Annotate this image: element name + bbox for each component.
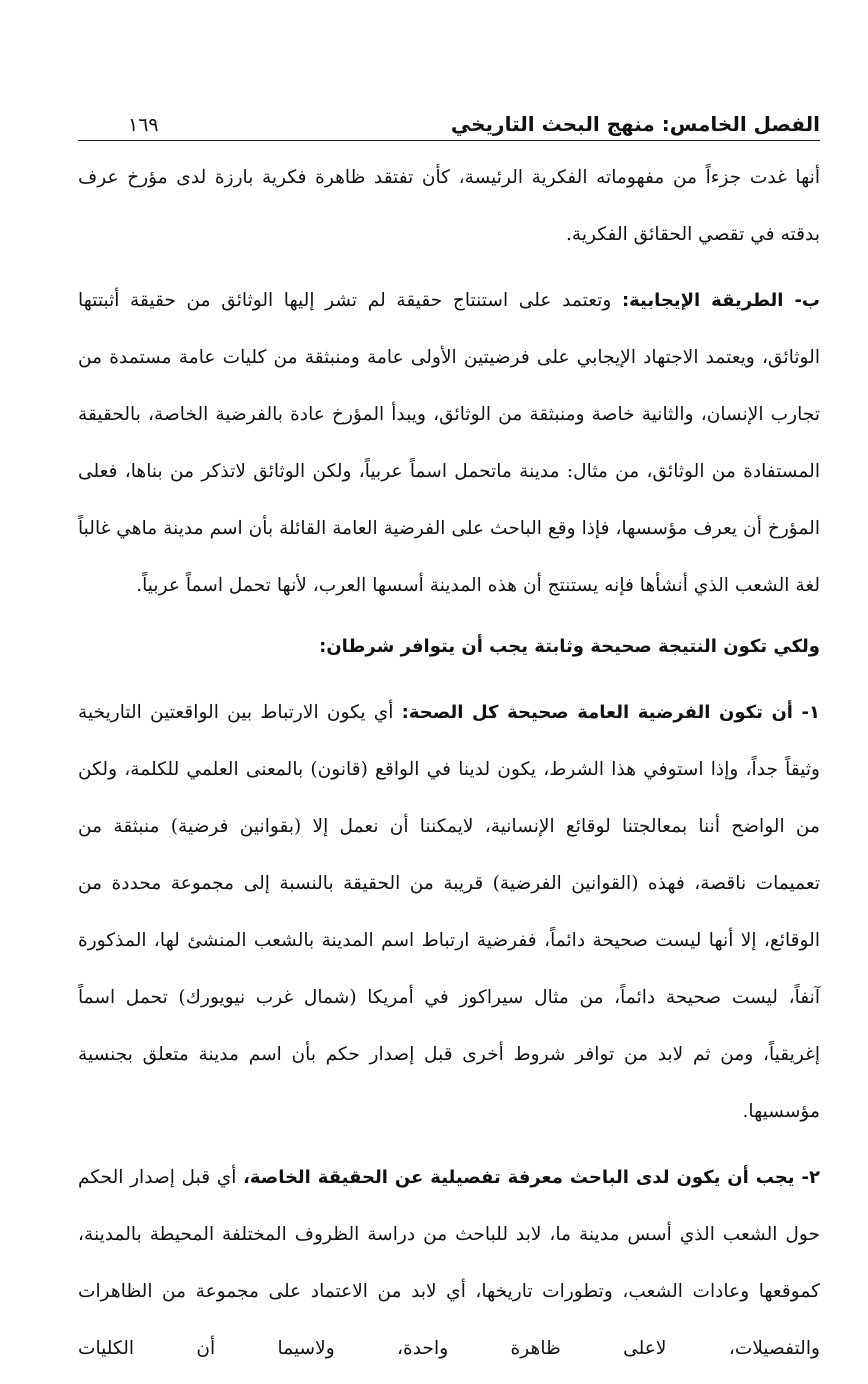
running-header bbox=[78, 92, 820, 141]
page-body bbox=[78, 149, 820, 1377]
paragraph-text: أي يكون الارتباط بين الواقعتين التاريخية وثيقاً جداً، وإذا استوفي هذا الشرط، يكون لدينا في الواقع (قانون) بالمعنى العلمي للكلمة، ولكن من الواضح أننا بمعالجتنا لوقائع الإنسانية، لايمكننا أن نعمل إلا (بقوانين فرضية) منبثقة من تعميمات ناقصة، فهذه (القوانين الفرضية) قريبة من الحقيقة بالنسبة إلى مجموعة محددة من الوقائع، إلا أنها ليست صحيحة دائماً، ففرضية ارتباط اسم المدينة بالشعب المنشئ لها، المذكورة آنفاً، ليست صحيحة دائماً، من مثال سيراكوز في أمريكا (شمال غرب نيويورك) تحمل اسماً إغريقياً، ومن ثم لابد من توافر شروط أخرى قبل إصدار حكم بأن اسم مدينة متعلق بجنسية مؤسسيها. bbox=[78, 702, 820, 1122]
paragraph-text: وتعتمد على استنتاج حقيقة لم تشر إليها الوثائق من حقيقة أثبتتها الوثائق، ويعتمد الاجتهاد الإيجابي على فرضيتين الأولى عامة ومنبثقة من كليات عامة مستمدة من تجارب الإنسان، والثانية خاصة ومنبثقة من الوثائق، ويبدأ المؤرخ عادة بالفرضية الخاصة، بالحقيقة المستفادة من الوثائق، من مثال: مدينة ماتحمل اسماً عربياً، ولكن الوثائق لاتذكر من بناها، فعلى المؤرخ أن يعرف مؤسسها، فإذا وقع الباحث على الفرضية العامة القائلة بأن اسم مدينة ماهي غالباً لغة الشعب الذي أنشأها فإنه يستنتج أن هذه المدينة أسسها العرب، لأنها تحمل اسماً عربياً. bbox=[78, 290, 820, 596]
conditions-heading: ولكي تكون النتيجة صحيحة وثابتة يجب أن يتوافر شرطان: bbox=[319, 636, 820, 657]
condition-1-heading: ١- أن تكون الفرضية العامة صحيحة كل الصحة: bbox=[401, 702, 821, 723]
paragraph-text: أي قبل إصدار الحكم حول الشعب الذي أسس مدينة ما، لابد للباحث من دراسة الظروف المختلفة المحيطة بالمدينة، كموقعها وعادات الشعب، وتطورات تاريخها، أي لابد من الاعتماد على مجموعة من الظاهرات والتفصيلات، لاعلى ظاهرة واحدة، ولاسيما أن الكليات bbox=[78, 1167, 820, 1359]
paragraph-condition-1 bbox=[78, 684, 820, 1140]
paragraph-continuation bbox=[78, 149, 820, 263]
page-number: ١٦٩ bbox=[128, 114, 159, 136]
chapter-title: الفصل الخامس: منهج البحث التاريخي bbox=[450, 112, 820, 136]
paragraph-condition-2 bbox=[78, 1149, 820, 1377]
paragraph-text: أنها غدت جزءاً من مفهوماته الفكرية الرئيسة، كأن تفتقد ظاهرة فكرية بارزة لدى مؤرخ عرف بدقته في تقصي الحقائق الفكرية. bbox=[78, 167, 820, 245]
section-heading-positive-method: ب- الطريقة الإيجابية: bbox=[621, 290, 821, 311]
paragraph-conditions-intro bbox=[78, 618, 820, 675]
condition-2-heading: ٢- يجب أن يكون لدى الباحث معرفة تفصيلية عن الحقيقة الخاصة، bbox=[243, 1167, 820, 1188]
book-page bbox=[78, 92, 820, 1377]
paragraph-positive-method bbox=[78, 272, 820, 614]
